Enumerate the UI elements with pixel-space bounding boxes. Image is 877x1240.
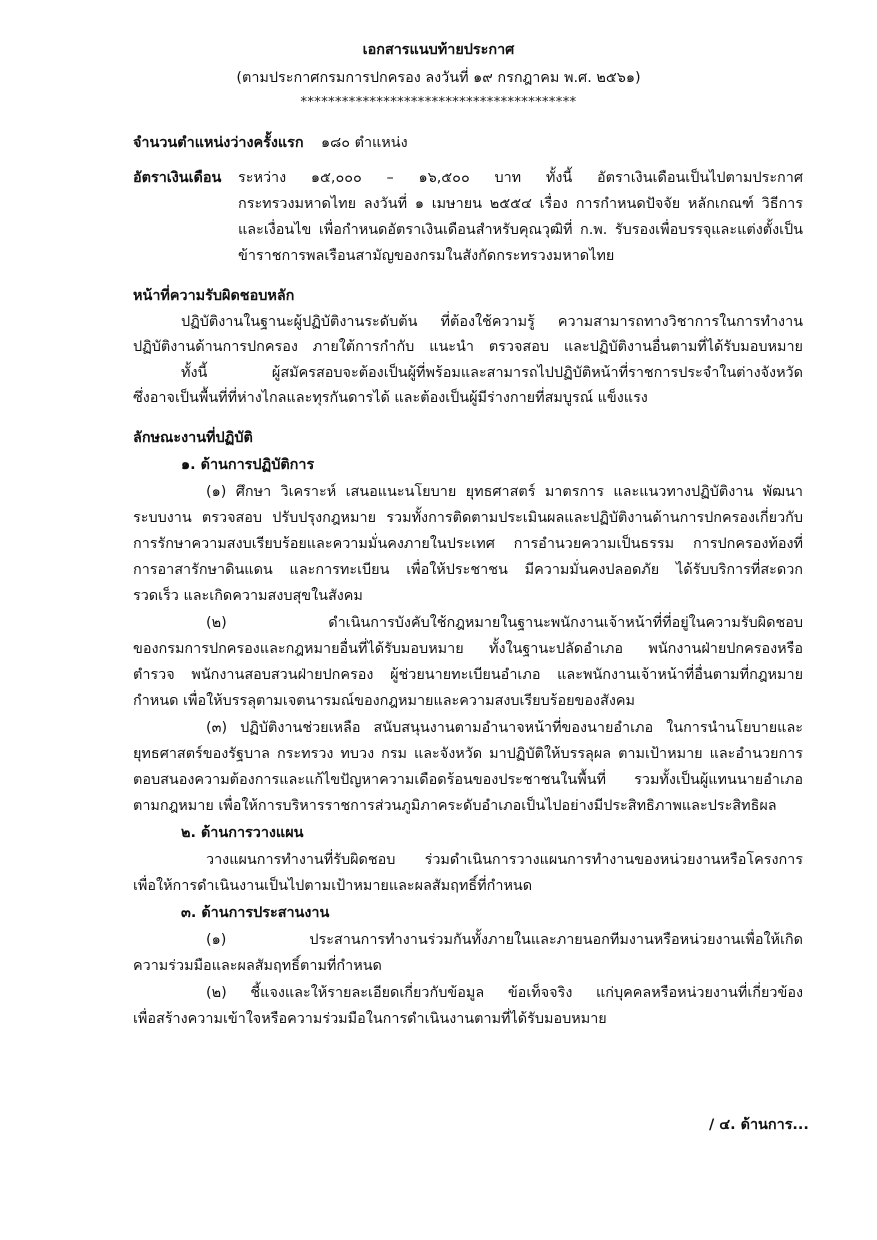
operations-item-3-line-1: (๓) ปฏิบัติงานช่วยเหลือ สนับสนุนงานตามอำนาจหน้าที่ของนายอำเภอ ในการนำนโยบายและ [206, 720, 803, 736]
positions-value: ๑๘๐ ตำแหน่ง [321, 135, 408, 151]
responsibilities-line-4: ซึ่งอาจเป็นพื้นที่ที่ห่างไกลและทุรกันดารได้ และต้องเป็นผู้มีร่างกายที่สมบูรณ์ แข็งแรง [133, 390, 648, 406]
header-separator: **************************************** [300, 95, 577, 110]
document-subtitle: (ตามประกาศกรมการปกครอง ลงวันที่ ๑๙ กรกฎาคม พ.ศ. ๒๕๖๑) [236, 70, 641, 86]
responsibilities-line-3: ทั้งนี้ ผู้สมัครสอบจะต้องเป็นผู้ที่พร้อมและสามารถไปปฏิบัติหน้าที่ราชการประจำในต่างจังหวัด [181, 365, 803, 381]
operations-item-2-line-4: กำหนด เพื่อให้บรรลุตามเจตนารมณ์ของกฎหมายและความสงบเรียบร้อยของสังคม [133, 693, 635, 709]
salary-label: อัตราเงินเดือน [133, 170, 222, 186]
operations-item-2-line-1: (๒) ดำเนินการบังคับใช้กฎหมายในฐานะพนักงานเจ้าหน้าที่ที่อยู่ในความรับผิดชอบ [206, 615, 803, 631]
coordination-item-1-line-1: (๑) ประสานการทำงานร่วมกันทั้งภายในและภายนอกทีมงานหรือหน่วยงานเพื่อให้เกิด [206, 932, 803, 948]
responsibilities-line-1: ปฏิบัติงานในฐานะผู้ปฏิบัติงานระดับต้น ที่ต้องใช้ความรู้ ความสามารถทางวิชาการในการทำงาน [181, 314, 803, 330]
coordination-item-2-line-2: เพื่อสร้างความเข้าใจหรือความร่วมมือในการดำเนินงานตามที่ได้รับมอบหมาย [133, 1011, 607, 1027]
coordination-item-1-line-2: ความร่วมมือและผลสัมฤทธิ์ตามที่กำหนด [133, 958, 382, 974]
responsibilities-line-2: ปฏิบัติงานด้านการปกครอง ภายใต้การกำกับ แนะนำ ตรวจสอบ และปฏิบัติงานอื่นตามที่ได้รับมอบหมาย [133, 339, 803, 355]
positions-label: จำนวนตำแหน่งว่างครั้งแรก [133, 135, 304, 151]
coordination-item-2-line-1: (๒) ชี้แจงและให้รายละเอียดเกี่ยวกับข้อมูล ข้อเท็จจริง แก่บุคคลหรือหน่วยงานที่เกี่ยวข้อง [206, 985, 803, 1001]
salary-line-1: ระหว่าง ๑๕,๐๐๐ – ๑๖,๕๐๐ บาท ทั้งนี้ อัตราเงินเดือนเป็นไปตามประกาศ [238, 170, 803, 186]
operations-item-2-line-3: ตำรวจ พนักงานสอบสวนฝ่ายปกครอง ผู้ช่วยนายทะเบียนอำเภอ และพนักงานเจ้าหน้าที่อื่นตามที่กฎหมาย [133, 667, 803, 683]
coordination-heading: ๓. ด้านการประสานงาน [181, 905, 330, 921]
operations-item-1-line-5: รวดเร็ว และเกิดความสงบสุขในสังคม [133, 588, 363, 604]
planning-line-2: เพื่อให้การดำเนินงานเป็นไปตามเป้าหมายและผลสัมฤทธิ์ที่กำหนด [133, 878, 533, 894]
salary-line-3: และเงื่อนไข เพื่อกำหนดอัตราเงินเดือนสำหรับคุณวุฒิที่ ก.พ. รับรองเพื่อบรรจุและแต่งตั้งเป็น [238, 222, 803, 238]
operations-heading: ๑. ด้านการปฏิบัติการ [181, 457, 315, 473]
operations-item-3-line-4: ตามกฎหมาย เพื่อให้การบริหารราชการส่วนภูมิภาคระดับอำเภอเป็นไปอย่างมีประสิทธิภาพและประสิทธิผล [133, 798, 777, 814]
operations-item-1-line-3: การรักษาความสงบเรียบร้อยและความมั่นคงภายในประเทศ การอำนวยความเป็นธรรม การปกครองท้องที่ [133, 536, 803, 552]
salary-line-4: ข้าราชการพลเรือนสามัญของกรมในสังกัดกระทรวงมหาดไทย [238, 248, 615, 264]
operations-item-3-line-3: ตอบสนองความต้องการและแก้ไขปัญหาความเดือดร้อนของประชาชนในพื้นที่ รวมทั้งเป็นผู้แทนนายอำเภอ [133, 772, 803, 788]
operations-item-1-line-2: ระบบงาน ตรวจสอบ ปรับปรุงกฎหมาย รวมทั้งการติดตามประเมินผลและปฏิบัติงานด้านการปกครองเกี่ยวกับ [133, 510, 803, 526]
operations-item-2-line-2: ของกรมการปกครองและกฎหมายอื่นที่ได้รับมอบหมาย ทั้งในฐานะปลัดอำเภอ พนักงานฝ่ายปกครองหรือ [133, 641, 803, 657]
operations-item-3-line-2: ยุทธศาสตร์ของรัฐบาล กระทรวง ทบวง กรม และจังหวัด มาปฏิบัติให้บรรลุผล ตามเป้าหมาย และอำนวยการ [133, 746, 803, 762]
operations-item-1-line-4: การอาสารักษาดินแดน และการทะเบียน เพื่อให้ประชาชน มีความมั่นคงปลอดภัย ได้รับบริการที่สะดวก [133, 562, 803, 578]
document-title: เอกสารแนบท้ายประกาศ [362, 42, 515, 58]
work-heading: ลักษณะงานที่ปฏิบัติ [133, 430, 253, 446]
salary-line-2: กระทรวงมหาดไทย ลงวันที่ ๑ เมษายน ๒๕๕๔ เรื่อง การกำหนดปัจจัย หลักเกณฑ์ วิธีการ [238, 196, 803, 212]
operations-item-1-line-1: (๑) ศึกษา วิเคราะห์ เสนอแนะนโยบาย ยุทธศาสตร์ มาตรการ และแนวทางปฏิบัติงาน พัฒนา [206, 484, 803, 500]
responsibilities-heading: หน้าที่ความรับผิดชอบหลัก [133, 288, 295, 304]
planning-line-1: วางแผนการทำงานที่รับผิดชอบ ร่วมดำเนินการวางแผนการทำงานของหน่วยงานหรือโครงการ [206, 852, 803, 868]
continuation-note: / ๔. ด้านการ... [709, 1117, 809, 1133]
planning-heading: ๒. ด้านการวางแผน [181, 825, 304, 841]
